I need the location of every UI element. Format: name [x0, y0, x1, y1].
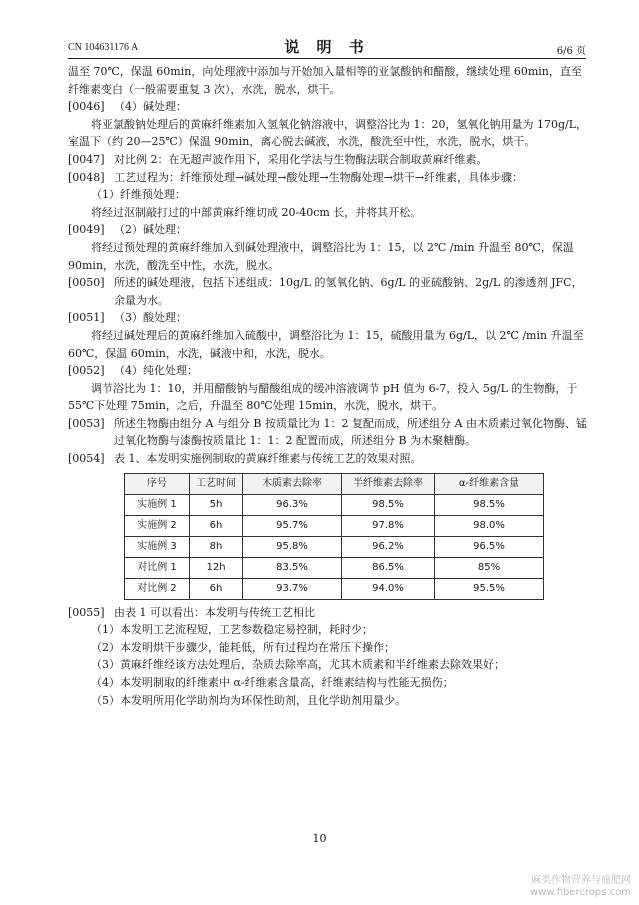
paragraph	[68, 98, 588, 116]
table-cell: 12h	[190, 557, 243, 578]
document-title: 说 明 书	[284, 38, 370, 56]
table-row	[125, 578, 544, 599]
paragraph	[68, 362, 588, 380]
paragraph-text: （1）纤维预处理：	[91, 188, 186, 202]
paragraph-text: （2）碱处理：	[114, 223, 187, 237]
list-item: （5）本发明所用化学助剂均为环保性助剂，且化学助剂用量少。	[91, 693, 406, 707]
table-cell: 96.5%	[435, 536, 544, 557]
list-item: （3）黄麻纤维经该方法处理后，杂质去除率高，尤其木质素和半纤维素去除效果好；	[91, 658, 505, 672]
paragraph-list	[68, 63, 588, 468]
paragraph-text: 对比例 2：在无超声波作用下，采用化学法与生物酶法联合制取黄麻纤维素。	[114, 152, 488, 166]
paragraph-text: 将经过沤制敲打过的中部黄麻纤维切成 20-40cm 长，并将其开松。	[91, 205, 422, 219]
table-row	[125, 494, 544, 515]
list-item: （4）本发明制取的纤维素中 α-纤维素含量高，纤维素结构与性能无损伤；	[91, 676, 454, 690]
paragraph-tag: [0055]	[68, 605, 105, 619]
page-indicator: 6/6 页	[556, 46, 586, 57]
paragraph-tag: [0050]	[68, 276, 105, 290]
watermark	[530, 875, 631, 899]
watermark-line: 麻类作物营养与施肥网	[531, 875, 631, 886]
table-cell: 对比例 2	[125, 578, 190, 599]
paragraph	[68, 450, 588, 468]
paragraph-text: 所述的碱处理液，包括下述组成：10g/L 的氢氧化钠、6g/L 的亚硫酸钠、2g/L 的渗透剂 JFC，余量为水。	[114, 276, 583, 307]
table-header-cell: α-纤维素含量	[435, 473, 544, 494]
paragraph	[68, 221, 588, 239]
table-row	[125, 536, 544, 557]
table-cell: 实施例 1	[125, 494, 190, 515]
table-cell: 93.7%	[243, 578, 342, 599]
paragraph-tag: [0052]	[68, 364, 105, 378]
table-body	[125, 494, 544, 599]
table-cell: 94.0%	[342, 578, 435, 599]
table-cell: 86.5%	[342, 557, 435, 578]
table-cell: 对比例 1	[125, 557, 190, 578]
conclusion-intro: 由表 1 可以看出：本发明与传统工艺相比	[114, 605, 315, 619]
paragraph-tag: [0047]	[68, 152, 105, 166]
table-cell: 6h	[190, 578, 243, 599]
paragraph-text: 将亚氯酸钠处理后的黄麻纤维素加入氢氧化钠溶液中，调整浴比为 1：20，氢氧化钠用量为 170g/L，室温下（约 20—25℃）保温 90min，离心脱去碱液，水洗，酸洗至中性，水洗，脱水，烘干。	[68, 117, 588, 149]
table-cell: 98.0%	[435, 515, 544, 536]
table-cell: 85%	[435, 557, 544, 578]
list-item: （1）本发明工艺流程短，工艺参数稳定易控制，耗时少；	[91, 623, 373, 637]
page-number: 10	[312, 832, 327, 845]
patent-number: CN 104631176 A	[68, 42, 139, 53]
paragraph-text: 温至 70℃，保温 60min，向处理液中添加与开始加入量相等的亚氯酸钠和醋酸，继续处理 60min，直至纤维素变白（一般需要重复 3 次），水洗，脱水，烘干。	[68, 65, 582, 96]
paragraph	[68, 309, 588, 327]
conclusion-list	[68, 621, 588, 709]
watermark-line: www.fibercrops.com	[529, 887, 631, 898]
table-header-cell: 半纤维素去除率	[342, 473, 435, 494]
table-cell: 95.7%	[243, 515, 342, 536]
table-cell: 95.5%	[435, 578, 544, 599]
document-body	[68, 63, 588, 709]
table-header-cell: 木质素去除率	[243, 473, 342, 494]
paragraph-tag: [0049]	[68, 223, 105, 237]
table-cell: 95.8%	[243, 536, 342, 557]
table-cell: 83.5%	[243, 557, 342, 578]
paragraph-tag: [0048]	[68, 170, 105, 184]
table-cell: 5h	[190, 494, 243, 515]
paragraph-tag: [0046]	[68, 100, 105, 114]
paragraph-text: 工艺过程为：纤维预处理→碱处理→酸处理→生物酶处理→烘干→纤维素，具体步骤：	[114, 170, 524, 184]
table-row	[125, 515, 544, 536]
table-cell: 96.2%	[342, 536, 435, 557]
conclusion-paragraph	[68, 604, 588, 622]
table-cell: 6h	[190, 515, 243, 536]
paragraph-tag: [0051]	[68, 311, 105, 325]
page-header	[68, 36, 586, 59]
table-row	[125, 557, 544, 578]
table-cell: 98.5%	[435, 494, 544, 515]
paragraph-text: 将经过碱处理后的黄麻纤维加入硫酸中，调整浴比为 1：15，硫酸用量为 6g/L，以 2℃ /min 升温至 60℃，保温 60min，水洗，碱液中和，水洗，脱水。	[68, 328, 584, 360]
paragraph-text: （3）酸处理：	[114, 311, 187, 325]
paragraph-text: 将经过预处理的黄麻纤维加入到碱处理液中，调整浴比为 1：15，以 2℃ /min 升温至 80℃，保温 90min，水洗，酸洗至中性，水洗，脱水。	[68, 240, 574, 272]
table-cell: 98.5%	[342, 494, 435, 515]
table-cell: 8h	[190, 536, 243, 557]
paragraph	[68, 274, 588, 309]
paragraph-text: 表 1、本发明实施例制取的黄麻纤维素与传统工艺的效果对照。	[114, 452, 422, 466]
paragraph	[68, 415, 588, 450]
table-header-cell: 序号	[125, 473, 190, 494]
table-header-cell: 工艺时间	[190, 473, 243, 494]
paragraph	[68, 169, 588, 187]
paragraph-text: （4）纯化处理：	[114, 364, 198, 378]
paragraph-tag: [0053]	[68, 416, 105, 430]
paragraph-text: 调节浴比为 1：10，并用醋酸钠与醋酸组成的缓冲溶液调节 pH 值为 6-7，投入 5g/L 的生物酶，于 55℃下处理 75min，之后，升温至 80℃处理 15min，水洗，脱水，烘干。	[68, 381, 578, 413]
paragraph-tag: [0054]	[68, 452, 105, 466]
paragraph-text: 所述生物酶由组分 A 与组分 B 按质量比为 1：2 复配而成，所述组分 A 由木质素过氧化物酶、锰过氧化物酶与漆酶按质量比 1：1：2 配置而成，所述组分 B 为木聚糖酶。	[114, 416, 587, 448]
list-item: （2）本发明烘干步骤少，能耗低，所有过程均在常压下操作；	[91, 640, 395, 654]
table-cell: 实施例 3	[125, 536, 190, 557]
table-cell: 实施例 2	[125, 515, 190, 536]
table-cell: 96.3%	[243, 494, 342, 515]
results-table	[124, 473, 544, 600]
table-cell: 97.8%	[342, 515, 435, 536]
table-header-row	[125, 473, 544, 494]
paragraph	[68, 151, 588, 169]
paragraph-text: （4）碱处理：	[114, 100, 187, 114]
